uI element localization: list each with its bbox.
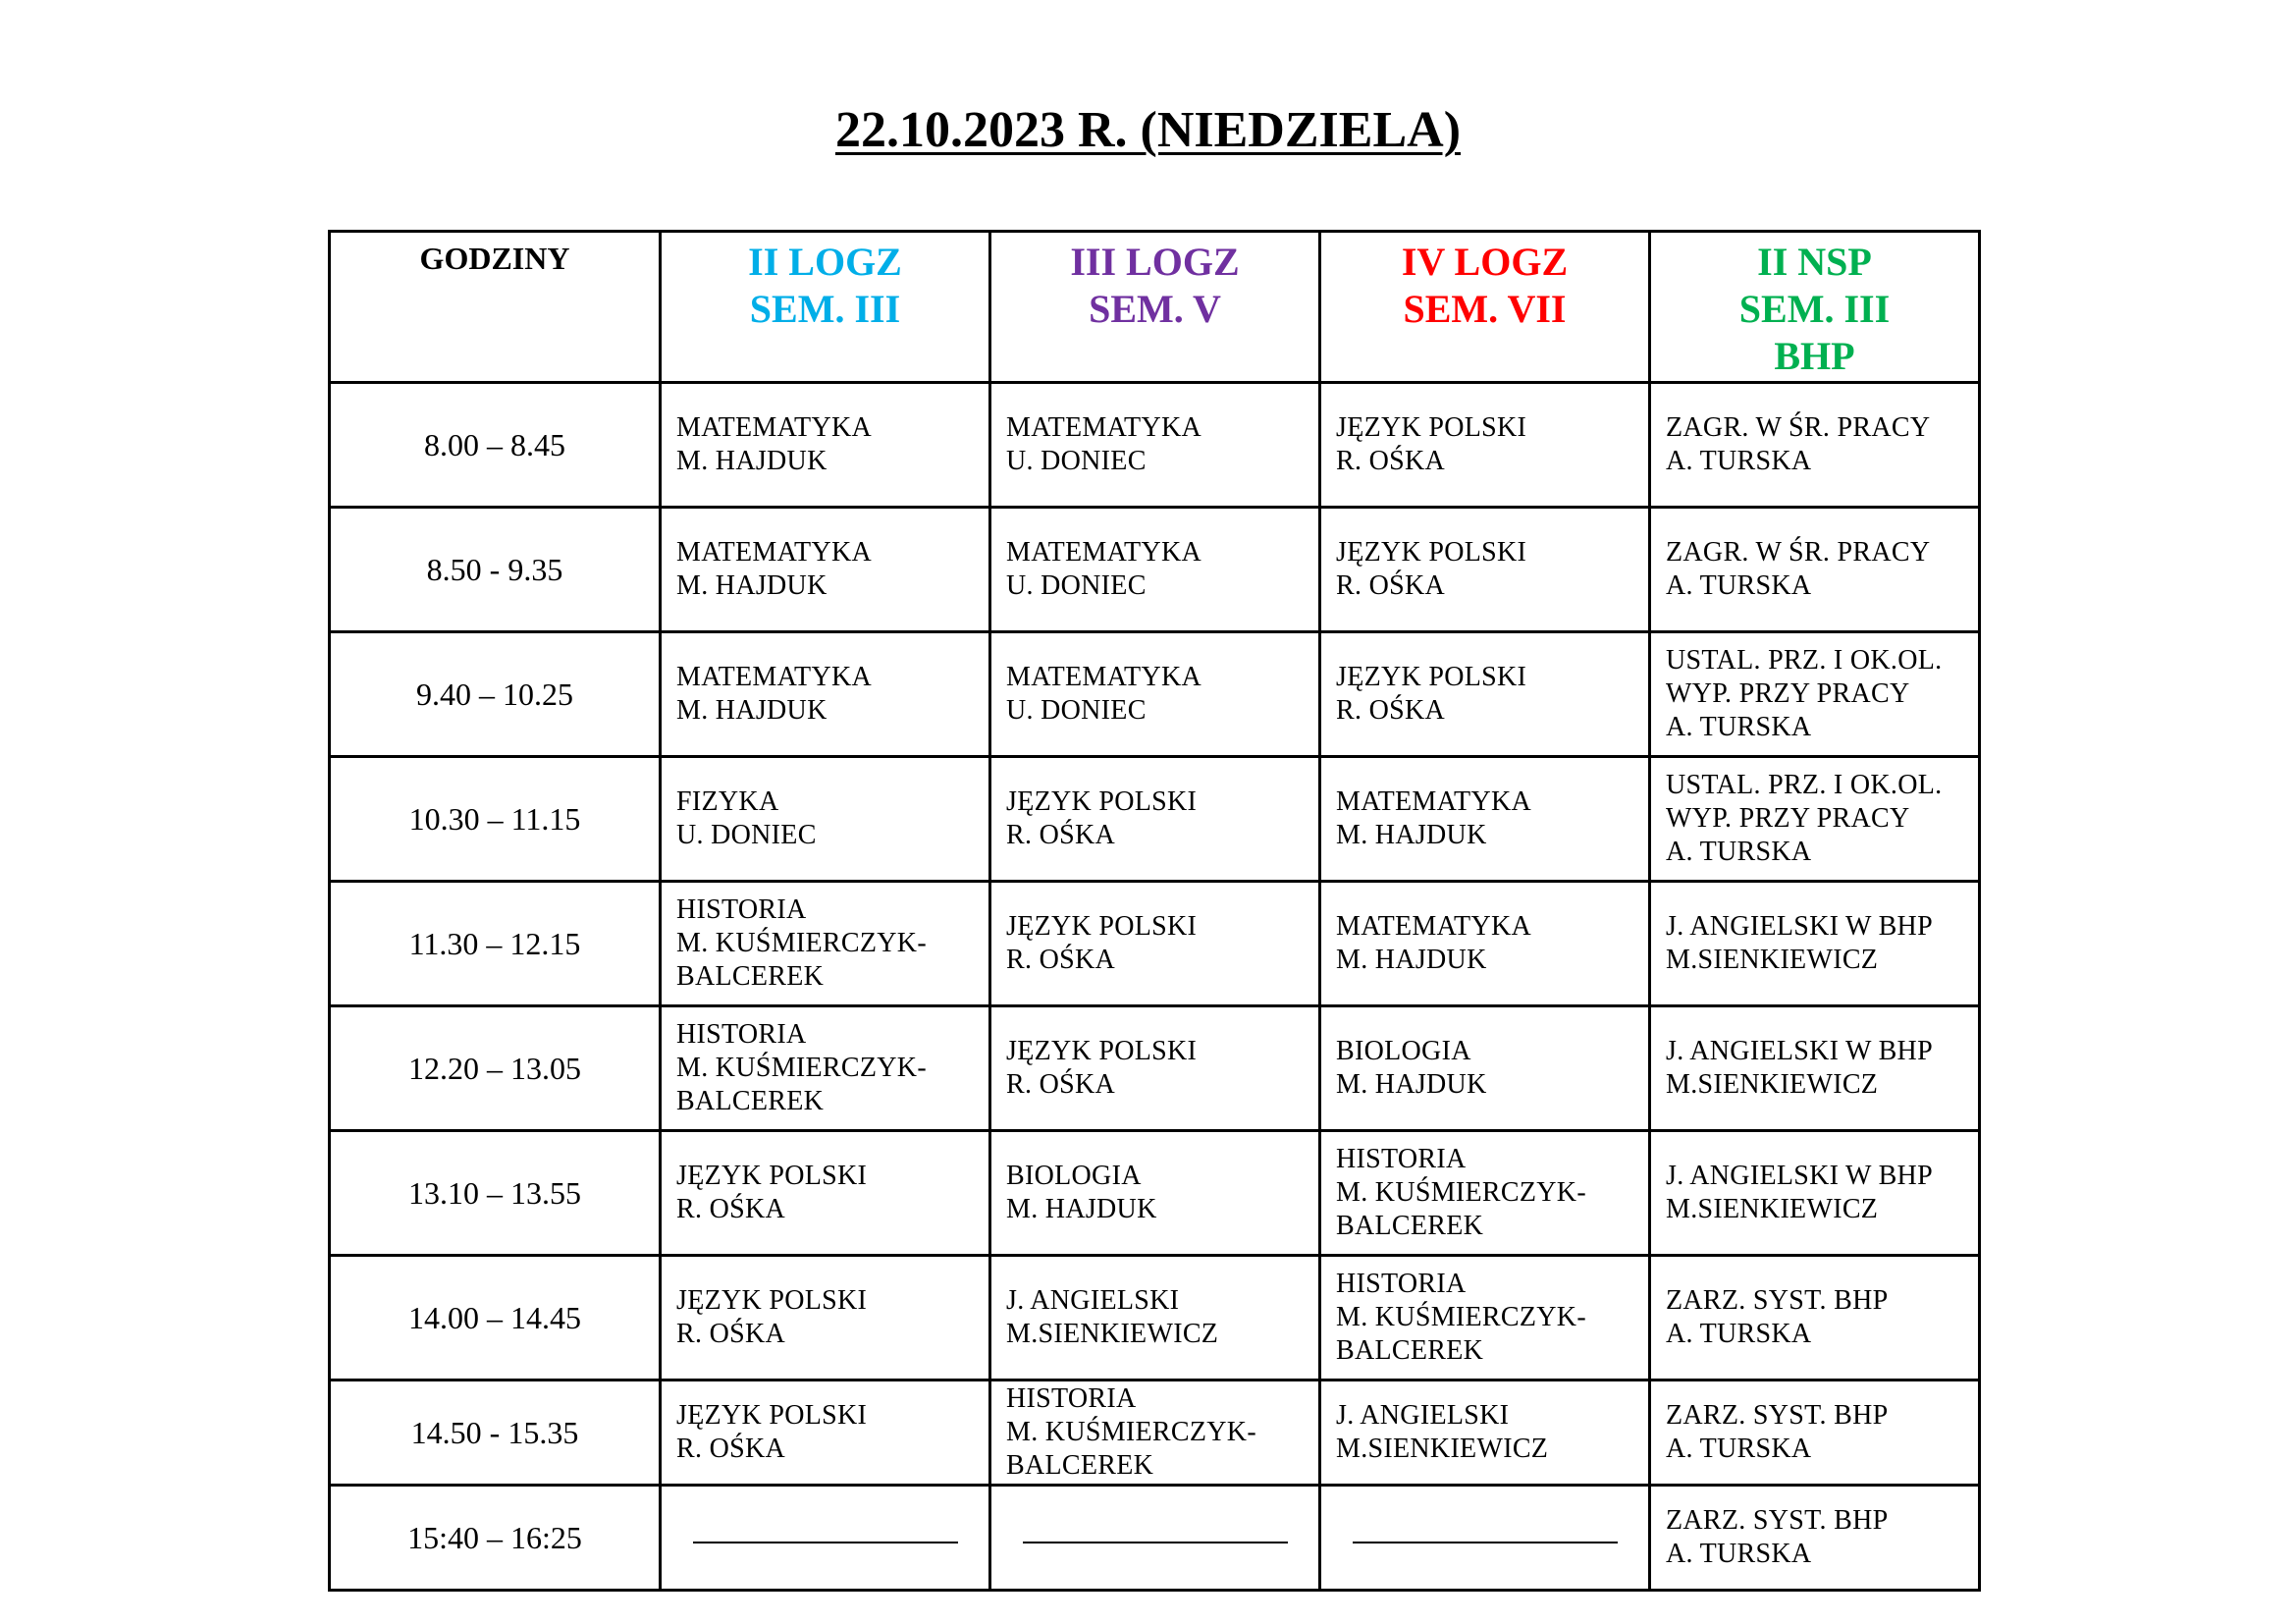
- lesson-teacher: R. OŚKA: [1336, 695, 1446, 726]
- lesson-cell: [661, 1006, 990, 1131]
- lesson-cell: [990, 1256, 1320, 1380]
- lesson-subject: MATEMATYKA: [676, 412, 872, 443]
- group-header-iii-logz: [990, 232, 1320, 383]
- lesson-subject: ZARZ. SYST. BHP: [1666, 1400, 1889, 1431]
- lesson-teacher: M.SIENKIEWICZ: [1666, 1194, 1879, 1224]
- lesson-teacher: M. KUŚMIERCZYK-: [676, 928, 927, 958]
- group-semester: SEM. III: [1738, 287, 1891, 331]
- lesson-teacher: M. KUŚMIERCZYK-: [1336, 1177, 1586, 1208]
- lesson-subject: JĘZYK POLSKI: [676, 1285, 868, 1316]
- lesson-teacher: U. DONIEC: [1006, 570, 1147, 601]
- lesson-subject: ZAGR. W ŚR. PRACY: [1666, 537, 1931, 568]
- lesson-cell: [990, 383, 1320, 508]
- lesson-teacher: R. OŚKA: [1336, 570, 1446, 601]
- time-slot: 15:40 – 16:25: [330, 1486, 661, 1591]
- lesson-cell: [1650, 757, 1980, 882]
- lesson-subject: J. ANGIELSKI W BHP: [1666, 1036, 1933, 1066]
- lesson-subject: ZARZ. SYST. BHP: [1666, 1285, 1889, 1316]
- lesson-subject: HISTORIA: [1336, 1269, 1467, 1299]
- lesson-teacher: BALCEREK: [676, 961, 825, 992]
- lesson-teacher: A. TURSKA: [1666, 446, 1812, 476]
- lesson-cell: [661, 1380, 990, 1486]
- lesson-teacher: WYP. PRZY PRACY: [1666, 803, 1910, 834]
- lesson-subject: MATEMATYKA: [676, 537, 872, 568]
- lesson-teacher: M. HAJDUK: [1336, 1069, 1487, 1100]
- lesson-teacher: M. HAJDUK: [1006, 1194, 1157, 1224]
- lesson-teacher: U. DONIEC: [676, 820, 817, 850]
- group-semester: SEM. VII: [1403, 287, 1567, 331]
- lesson-cell: [661, 508, 990, 632]
- lesson-cell: [990, 882, 1320, 1006]
- lesson-cell: [1320, 383, 1650, 508]
- lesson-cell: [990, 1380, 1320, 1486]
- empty-dash-line: [693, 1542, 958, 1543]
- group-specialty: BHP: [1774, 334, 1855, 378]
- lesson-subject: MATEMATYKA: [1336, 911, 1531, 942]
- lesson-cell: [661, 882, 990, 1006]
- schedule-row: [330, 508, 1980, 632]
- lesson-subject: BIOLOGIA: [1336, 1036, 1471, 1066]
- lesson-teacher: M. HAJDUK: [676, 570, 828, 601]
- lesson-cell: [1320, 1131, 1650, 1256]
- lesson-cell: [661, 1131, 990, 1256]
- lesson-teacher: M.SIENKIEWICZ: [1666, 1069, 1879, 1100]
- lesson-teacher: R. OŚKA: [1336, 446, 1446, 476]
- lesson-teacher: A. TURSKA: [1666, 1434, 1812, 1464]
- empty-dash-line: [1353, 1542, 1618, 1543]
- lesson-teacher: M. HAJDUK: [676, 695, 828, 726]
- empty-lesson-cell: [1320, 1486, 1650, 1591]
- group-name: IV LOGZ: [1401, 240, 1569, 284]
- lesson-cell: [661, 383, 990, 508]
- group-name: III LOGZ: [1070, 240, 1240, 284]
- lesson-subject: JĘZYK POLSKI: [676, 1400, 868, 1431]
- lesson-subject: USTAL. PRZ. I OK.OL.: [1666, 645, 1943, 676]
- lesson-teacher: M.SIENKIEWICZ: [1336, 1434, 1549, 1464]
- lesson-teacher: R. OŚKA: [676, 1434, 786, 1464]
- lesson-subject: J. ANGIELSKI: [1336, 1400, 1510, 1431]
- lesson-subject: BIOLOGIA: [1006, 1161, 1142, 1191]
- lesson-subject: MATEMATYKA: [1336, 786, 1531, 817]
- time-slot: 14.50 - 15.35: [330, 1380, 661, 1486]
- lesson-cell: [1320, 882, 1650, 1006]
- lesson-teacher: M.SIENKIEWICZ: [1006, 1319, 1219, 1349]
- lesson-subject: JĘZYK POLSKI: [1336, 537, 1527, 568]
- time-slot: 8.50 - 9.35: [330, 508, 661, 632]
- lesson-teacher: M. KUŚMIERCZYK-: [1336, 1302, 1586, 1332]
- lesson-subject: JĘZYK POLSKI: [1006, 911, 1198, 942]
- lesson-teacher: A. TURSKA: [1666, 837, 1812, 867]
- lesson-subject: JĘZYK POLSKI: [1336, 412, 1527, 443]
- schedule-row: [330, 757, 1980, 882]
- lesson-teacher: R. OŚKA: [676, 1194, 786, 1224]
- lesson-subject: MATEMATYKA: [1006, 537, 1201, 568]
- lesson-subject: FIZYKA: [676, 786, 779, 817]
- lesson-cell: [1650, 508, 1980, 632]
- lesson-cell: [990, 632, 1320, 757]
- time-slot: 11.30 – 12.15: [330, 882, 661, 1006]
- lesson-subject: HISTORIA: [676, 894, 807, 925]
- group-semester: SEM. III: [749, 287, 901, 331]
- lesson-cell: [990, 508, 1320, 632]
- empty-lesson-cell: [661, 1486, 990, 1591]
- header-row: [330, 232, 1980, 383]
- lesson-teacher: U. DONIEC: [1006, 695, 1147, 726]
- lesson-subject: J. ANGIELSKI: [1006, 1285, 1180, 1316]
- lesson-cell: [1650, 1131, 1980, 1256]
- lesson-cell: [990, 1006, 1320, 1131]
- group-name: II NSP: [1757, 240, 1872, 284]
- lesson-teacher: R. OŚKA: [1006, 945, 1116, 975]
- lesson-cell: [1650, 882, 1980, 1006]
- page-title-text: 22.10.2023 R. (NIEDZIELA): [834, 102, 1462, 158]
- lesson-cell: [1320, 1380, 1650, 1486]
- lesson-subject: HISTORIA: [1336, 1144, 1467, 1174]
- lesson-subject: ZAGR. W ŚR. PRACY: [1666, 412, 1931, 443]
- lesson-cell: [661, 1256, 990, 1380]
- schedule-body: [330, 383, 1980, 1591]
- empty-lesson-cell: [990, 1486, 1320, 1591]
- lesson-cell: [1650, 1380, 1980, 1486]
- lesson-teacher: BALCEREK: [1336, 1335, 1484, 1366]
- lesson-teacher: BALCEREK: [1006, 1450, 1154, 1481]
- lesson-teacher: M. KUŚMIERCZYK-: [1006, 1417, 1256, 1447]
- time-slot: 14.00 – 14.45: [330, 1256, 661, 1380]
- lesson-teacher: R. OŚKA: [1006, 1069, 1116, 1100]
- lesson-subject: MATEMATYKA: [1006, 662, 1201, 692]
- lesson-cell: [661, 632, 990, 757]
- lesson-cell: [1320, 1006, 1650, 1131]
- schedule-row: [330, 1131, 1980, 1256]
- schedule-row: [330, 1256, 1980, 1380]
- lesson-teacher: A. TURSKA: [1666, 570, 1812, 601]
- schedule-table: [328, 230, 1981, 1592]
- lesson-teacher: M. KUŚMIERCZYK-: [676, 1053, 927, 1083]
- group-name: II LOGZ: [748, 240, 902, 284]
- hours-column-header: GODZINY: [330, 232, 661, 383]
- group-header-ii-logz: [661, 232, 990, 383]
- time-slot: 10.30 – 11.15: [330, 757, 661, 882]
- lesson-teacher: M. HAJDUK: [1336, 820, 1487, 850]
- lesson-cell: [1650, 1256, 1980, 1380]
- time-slot: 12.20 – 13.05: [330, 1006, 661, 1131]
- lesson-subject: J. ANGIELSKI W BHP: [1666, 1161, 1933, 1191]
- lesson-teacher: R. OŚKA: [676, 1319, 786, 1349]
- page-title: [0, 98, 2296, 163]
- lesson-subject: MATEMATYKA: [1006, 412, 1201, 443]
- group-semester: SEM. V: [1089, 287, 1221, 331]
- lesson-teacher: R. OŚKA: [1006, 820, 1116, 850]
- lesson-cell: [1650, 1486, 1980, 1591]
- time-slot: 8.00 – 8.45: [330, 383, 661, 508]
- lesson-subject: HISTORIA: [1006, 1383, 1137, 1414]
- lesson-subject: J. ANGIELSKI W BHP: [1666, 911, 1933, 942]
- lesson-subject: JĘZYK POLSKI: [676, 1161, 868, 1191]
- lesson-cell: [1320, 632, 1650, 757]
- lesson-subject: HISTORIA: [676, 1019, 807, 1050]
- lesson-cell: [1320, 508, 1650, 632]
- group-header-ii-nsp: [1650, 232, 1980, 383]
- empty-dash-line: [1023, 1542, 1288, 1543]
- lesson-subject: ZARZ. SYST. BHP: [1666, 1505, 1889, 1536]
- lesson-cell: [1320, 757, 1650, 882]
- lesson-teacher: U. DONIEC: [1006, 446, 1147, 476]
- lesson-cell: [661, 757, 990, 882]
- lesson-cell: [1650, 383, 1980, 508]
- time-slot: 13.10 – 13.55: [330, 1131, 661, 1256]
- lesson-cell: [1320, 1256, 1650, 1380]
- lesson-cell: [1650, 632, 1980, 757]
- lesson-teacher: BALCEREK: [676, 1086, 825, 1116]
- lesson-subject: JĘZYK POLSKI: [1006, 1036, 1198, 1066]
- time-slot: 9.40 – 10.25: [330, 632, 661, 757]
- lesson-subject: JĘZYK POLSKI: [1336, 662, 1527, 692]
- schedule-row: [330, 632, 1980, 757]
- lesson-teacher: A. TURSKA: [1666, 1539, 1812, 1569]
- lesson-cell: [1650, 1006, 1980, 1131]
- lesson-cell: [990, 1131, 1320, 1256]
- group-header-iv-logz: [1320, 232, 1650, 383]
- lesson-teacher: M. HAJDUK: [1336, 945, 1487, 975]
- lesson-subject: MATEMATYKA: [676, 662, 872, 692]
- schedule-row: [330, 383, 1980, 508]
- schedule-row: [330, 882, 1980, 1006]
- lesson-teacher: BALCEREK: [1336, 1211, 1484, 1241]
- schedule-row: [330, 1380, 1980, 1486]
- lesson-teacher: A. TURSKA: [1666, 712, 1812, 742]
- lesson-teacher: WYP. PRZY PRACY: [1666, 678, 1910, 709]
- lesson-cell: [990, 757, 1320, 882]
- schedule-row: [330, 1006, 1980, 1131]
- schedule-row: [330, 1486, 1980, 1591]
- lesson-teacher: A. TURSKA: [1666, 1319, 1812, 1349]
- lesson-subject: USTAL. PRZ. I OK.OL.: [1666, 770, 1943, 800]
- lesson-subject: JĘZYK POLSKI: [1006, 786, 1198, 817]
- lesson-teacher: M.SIENKIEWICZ: [1666, 945, 1879, 975]
- lesson-teacher: M. HAJDUK: [676, 446, 828, 476]
